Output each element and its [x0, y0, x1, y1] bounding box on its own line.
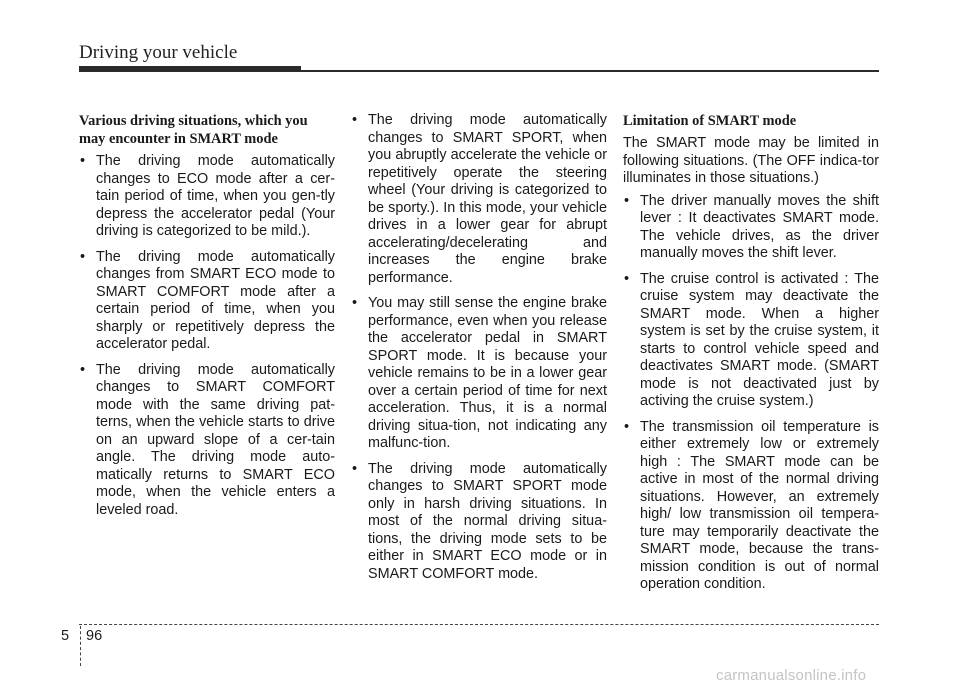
bullet-icon: • [624, 270, 630, 287]
section-heading-situations: Various driving situations, which you may encounter in SMART mode [79, 113, 308, 147]
list-item [79, 249, 335, 354]
bullet-list [623, 193, 879, 594]
bullet-list [351, 112, 607, 583]
bullet-icon: • [352, 295, 358, 311]
list-item [79, 362, 335, 520]
page-number: 96 [86, 628, 103, 644]
bullet-icon: • [352, 112, 358, 128]
list-item-text: The driving mode automatically changes from SMART ECO mode to SMART COMFORT mode after a certain period of time, when you sharply or repetitively depress the accelerator pedal. [96, 248, 335, 352]
list-item-text: The cruise control is activated : The cruise system may deactivate the SMART mode. When a higher system is set by the cruise system, it starts to control vehicle speed and deactivates SMART mode. (SMART mode is not deactivated just by activing the cruise system.) [640, 270, 879, 409]
bullet-icon: • [624, 418, 630, 435]
header-rule-thick [79, 66, 301, 72]
list-item-text: The driving mode automatically changes to ECO mode after a cer-tain period of time, when you gen-tly depress the accelerator pedal (Your driving is categorized to be mild.). [96, 153, 335, 239]
section-number: 5 [61, 628, 70, 644]
column-2 [351, 112, 607, 591]
bullet-icon: • [80, 248, 86, 265]
section-heading-limitation: Limitation of SMART mode [623, 113, 797, 129]
list-item [623, 271, 879, 411]
column-1 [79, 112, 335, 527]
bullet-icon: • [624, 192, 630, 209]
list-item-text: The transmission oil temperature is either extremely low or extremely high : The SMART mode can be active in most of the normal driving situations. However, an extremely high/ low transmission oil tempera-ture may temporarily deactivate the SMART mode, because the trans-mission condition is out of normal operation condition. [640, 418, 879, 592]
bullet-icon: • [80, 361, 86, 378]
list-item-text: You may still sense the engine brake performance, even when you release the accelerator pedal in SMART SPORT mode. It is because your vehicle remains to be in a lower gear over a certain period of time for next acceleration. Thus, it is a normal driving situa-tion, not indicating any malfunc-tion. [368, 295, 607, 451]
intro-paragraph: The SMART mode may be limited in following situations. (The OFF indica-tor illuminates in those situations.) [623, 135, 879, 186]
list-item [351, 461, 607, 584]
watermark: carmanualsonline.info [716, 667, 867, 684]
page-title: Driving your vehicle [79, 42, 238, 63]
list-item [351, 295, 607, 453]
footer-rule [79, 624, 879, 625]
bullet-list [79, 153, 335, 519]
bullet-icon: • [352, 460, 358, 477]
column-3 [623, 112, 879, 602]
header-rule-thin [301, 70, 879, 72]
list-item [623, 193, 879, 263]
list-item-text: The driving mode automatically changes to SMART SPORT mode only in harsh driving situations. In most of the normal driving situa-tions, the driving mode sets to be either in SMART ECO mode or in SMART COMFORT mode. [368, 460, 607, 582]
bullet-icon: • [80, 153, 86, 169]
list-item [623, 419, 879, 594]
list-item-text: The driving mode automatically changes to SMART COMFORT mode with the same driving pat-terns, when the vehicle starts to drive on an upward slope of a cer-tain angle. The driving mode auto-matically returns to SMART ECO mode, when the vehicle enters a leveled road. [96, 361, 335, 518]
footer-divider [80, 626, 81, 666]
list-item [79, 153, 335, 241]
list-item-text: The driving mode automatically changes to SMART SPORT, when you abruptly accelerate the vehicle or repetitively operate the steering wheel (Your driving is categorized to be sporty.). In this mode, your vehicle drives in a lower gear for abrupt accelerating/decelerating and increases the engine brake performance. [368, 112, 607, 286]
list-item-text: The driver manually moves the shift lever : It deactivates SMART mode. The vehicle drives, as the driver manually moves the shift lever. [640, 192, 879, 261]
list-item [351, 112, 607, 287]
